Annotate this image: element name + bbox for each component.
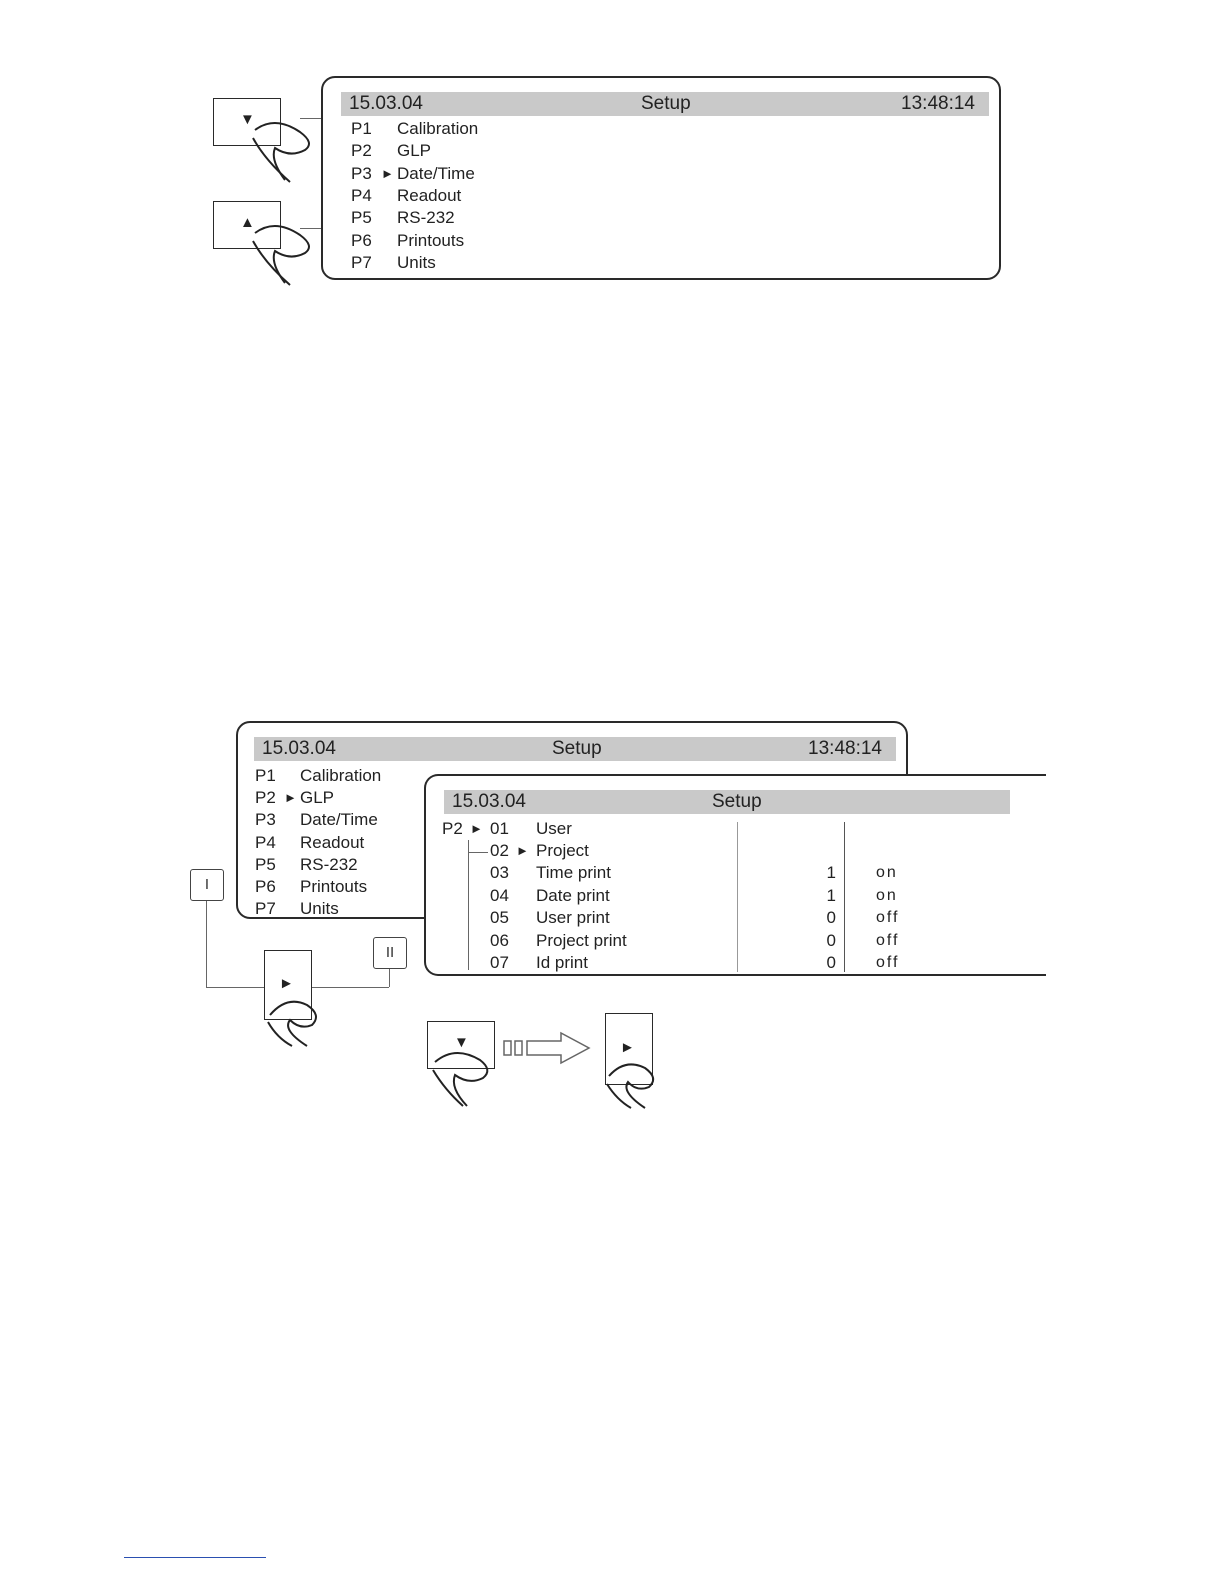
connector-line bbox=[389, 969, 390, 987]
item-code: P4 bbox=[255, 833, 276, 852]
right-arrow-icon: ► bbox=[620, 1039, 635, 1056]
item-code: P6 bbox=[255, 877, 276, 896]
menu-item[interactable] bbox=[351, 185, 651, 207]
finger-icon bbox=[245, 110, 325, 185]
item-label: Readout bbox=[397, 186, 462, 205]
item-label: Printouts bbox=[397, 231, 465, 250]
item-number: 07 bbox=[490, 953, 509, 972]
finger-icon bbox=[245, 213, 325, 288]
item-label: Project bbox=[536, 841, 589, 860]
item-label: User bbox=[536, 819, 572, 838]
connector-line bbox=[310, 987, 389, 988]
item-code: P1 bbox=[255, 766, 276, 785]
next-step-arrow-icon bbox=[503, 1031, 593, 1065]
selection-arrow-icon: ► bbox=[516, 843, 529, 858]
item-number: 03 bbox=[490, 863, 509, 882]
item-value: 0 bbox=[826, 931, 836, 950]
item-label: Calibration bbox=[300, 766, 382, 785]
submenu-item[interactable] bbox=[490, 952, 990, 974]
parent-code: P2 bbox=[442, 819, 463, 838]
item-label: Project print bbox=[536, 931, 627, 950]
item-code: P5 bbox=[255, 855, 276, 874]
header-title: Setup bbox=[641, 93, 691, 114]
submenu-item-selected[interactable] bbox=[490, 840, 990, 862]
submenu-item[interactable] bbox=[490, 862, 990, 884]
submenu-item[interactable] bbox=[490, 818, 990, 840]
menu-item[interactable] bbox=[351, 230, 651, 252]
screen-header bbox=[254, 737, 896, 761]
menu-item-selected[interactable] bbox=[351, 163, 651, 185]
connector-line bbox=[206, 901, 207, 987]
item-label: User print bbox=[536, 908, 610, 927]
item-number: 06 bbox=[490, 931, 509, 950]
item-label: GLP bbox=[397, 141, 432, 160]
header-title: Setup bbox=[552, 738, 602, 759]
item-code: P6 bbox=[351, 231, 372, 250]
step-marker-2: II bbox=[373, 937, 407, 969]
header-date: 15.03.04 bbox=[262, 738, 336, 759]
submenu-item[interactable] bbox=[490, 930, 990, 952]
up-arrow-icon: ▲ bbox=[240, 214, 255, 231]
item-code: P2 bbox=[255, 788, 276, 807]
item-state: on bbox=[876, 887, 898, 904]
header-time: 13:48:14 bbox=[808, 738, 882, 759]
glp-submenu-screen bbox=[424, 774, 1046, 976]
setup-screen-main bbox=[321, 76, 1001, 280]
footnote-rule bbox=[124, 1557, 266, 1558]
item-label: GLP bbox=[300, 788, 335, 807]
selection-arrow-icon: ► bbox=[284, 790, 297, 805]
header-date: 15.03.04 bbox=[349, 93, 423, 114]
item-label: Units bbox=[397, 253, 436, 272]
item-label: Date/Time bbox=[300, 810, 378, 829]
item-value: 1 bbox=[826, 863, 836, 882]
finger-icon bbox=[425, 1040, 505, 1110]
item-label: Readout bbox=[300, 833, 365, 852]
finger-icon bbox=[262, 990, 342, 1050]
selection-arrow-icon: ► bbox=[381, 166, 394, 181]
header-date: 15.03.04 bbox=[452, 791, 526, 812]
item-state: off bbox=[876, 909, 900, 926]
item-code: P7 bbox=[351, 253, 372, 272]
tree-line bbox=[468, 852, 488, 853]
finger-icon bbox=[603, 1054, 673, 1110]
right-arrow-icon: ► bbox=[279, 975, 294, 992]
item-label: Calibration bbox=[397, 119, 479, 138]
item-number: 01 bbox=[490, 819, 509, 838]
item-code: P2 bbox=[351, 141, 372, 160]
item-code: P3 bbox=[351, 164, 372, 183]
item-state: off bbox=[876, 932, 900, 949]
down-arrow-icon: ▼ bbox=[240, 111, 255, 128]
item-value: 0 bbox=[826, 953, 836, 972]
item-state: on bbox=[876, 864, 898, 881]
item-code: P5 bbox=[351, 208, 372, 227]
down-arrow-icon: ▼ bbox=[454, 1034, 469, 1051]
item-label: Units bbox=[300, 899, 339, 918]
item-code: P3 bbox=[255, 810, 276, 829]
connector-line bbox=[206, 987, 264, 988]
item-label: Printouts bbox=[300, 877, 368, 896]
item-label: Date print bbox=[536, 886, 610, 905]
menu-item[interactable] bbox=[351, 207, 651, 229]
submenu-item[interactable] bbox=[490, 907, 990, 929]
item-label: Time print bbox=[536, 863, 611, 882]
item-value: 0 bbox=[826, 908, 836, 927]
tree-line bbox=[468, 840, 469, 970]
screen-header bbox=[341, 92, 989, 116]
item-number: 04 bbox=[490, 886, 509, 905]
menu-item[interactable] bbox=[351, 252, 651, 274]
menu-item[interactable] bbox=[351, 140, 651, 162]
step-marker-1: I bbox=[190, 869, 224, 901]
header-title: Setup bbox=[712, 791, 762, 812]
item-label: Id print bbox=[536, 953, 588, 972]
item-code: P1 bbox=[351, 119, 372, 138]
item-label: RS-232 bbox=[300, 855, 358, 874]
header-time: 13:48:14 bbox=[901, 93, 975, 114]
item-state: off bbox=[876, 954, 900, 971]
menu-item[interactable] bbox=[351, 118, 651, 140]
item-code: P4 bbox=[351, 186, 372, 205]
item-number: 05 bbox=[490, 908, 509, 927]
item-code: P7 bbox=[255, 899, 276, 918]
item-value: 1 bbox=[826, 886, 836, 905]
item-label: RS-232 bbox=[397, 208, 455, 227]
submenu-item[interactable] bbox=[490, 885, 990, 907]
selection-arrow-icon: ► bbox=[470, 821, 483, 836]
item-label: Date/Time bbox=[397, 164, 475, 183]
screen-header bbox=[444, 790, 1010, 814]
item-number: 02 bbox=[490, 841, 509, 860]
